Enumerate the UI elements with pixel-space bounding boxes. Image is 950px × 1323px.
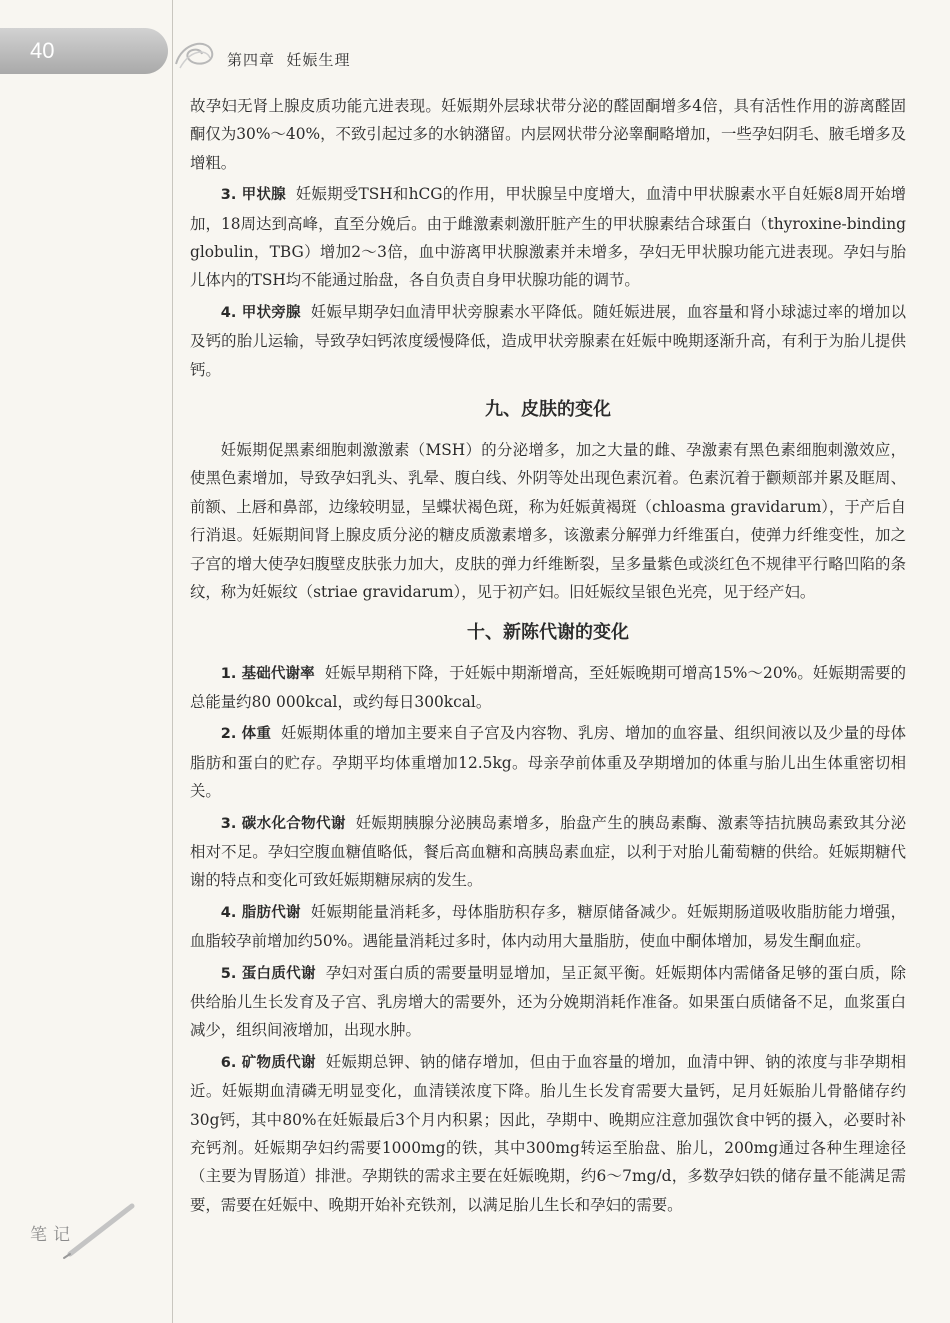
notes-label: 笔记 <box>30 1225 76 1245</box>
paragraph-skin: 妊娠期促黑素细胞刺激激素（MSH）的分泌增多，加之大量的雌、孕激素有黑色素细胞刺激效应，使黑色素增加，导致孕妇乳头、乳晕、腹白线、外阴等处出现色素沉着。色素沉着于颧颊部并累及眶周、前额、上唇和鼻部，边缘较明显，呈蝶状褐色斑，称为妊娠黄褐斑（chloasma gravidarum），于产后自行消退。妊娠期间肾上腺皮质分泌的糖皮质激素增多，该激素分解弹力纤维蛋白，使弹力纤维变性，加之子宫的增大使孕妇腹壁皮肤张力加大，皮肤的弹力纤维断裂，呈多量紫色或淡红色不规律平行略凹陷的条纹，称为妊娠纹（striae gravidarum），见于初产妇。旧妊娠纹呈银色光亮，见于经产妇。 <box>190 441 906 602</box>
protein-heading: 5. 蛋白质代谢 <box>220 965 316 982</box>
paragraph-weight <box>190 719 906 805</box>
bmr-heading: 1. 基础代谢率 <box>220 665 315 682</box>
paragraph-mineral <box>190 1048 906 1219</box>
margin-rule <box>172 0 173 1323</box>
fat-heading: 4. 脂肪代谢 <box>220 904 301 921</box>
parathyroid-text: 妊娠早期孕妇血清甲状旁腺素水平降低。随妊娠进展，血容量和肾小球滤过率的增加以及钙的胎儿运输，导致孕妇钙浓度缓慢降低，造成甲状旁腺素在妊娠中晚期逐渐升高，有利于为胎儿提供钙。 <box>190 302 906 379</box>
page-body <box>190 92 906 1222</box>
mineral-heading: 6. 矿物质代谢 <box>220 1054 316 1071</box>
parathyroid-heading: 4. 甲状旁腺 <box>220 304 301 321</box>
paragraph-carb <box>190 809 906 895</box>
weight-heading: 2. 体重 <box>220 726 272 743</box>
page-number: 40 <box>30 38 55 63</box>
protein-text: 孕妇对蛋白质的需要量明显增加，呈正氮平衡。妊娠期体内需储备足够的蛋白质，除供给胎儿生长发育及子宫、乳房增大的需要外，还为分娩期消耗作准备。如果蛋白质储备不足，血浆蛋白减少，组织间液增加，出现水肿。 <box>190 963 906 1040</box>
paragraph-protein <box>190 959 906 1045</box>
swirl-logo-icon <box>172 34 218 74</box>
paragraph-bmr <box>190 659 906 717</box>
carb-heading: 3. 碳水化合物代谢 <box>220 815 346 832</box>
fat-text: 妊娠期能量消耗多，母体脂肪积存多，糖原储备减少。妊娠期肠道吸收脂肪能力增强，血脂较孕前增加约50%。遇能量消耗过多时，体内动用大量脂肪，使血中酮体增加，易发生酮血症。 <box>190 902 906 951</box>
carb-text: 妊娠期胰腺分泌胰岛素增多，胎盘产生的胰岛素酶、激素等拮抗胰岛素致其分泌相对不足。孕妇空腹血糖值略低，餐后高血糖和高胰岛素血症，以利于对胎儿葡萄糖的供给。妊娠期糖代谢的特点和变化可致妊娠期糖尿病的发生。 <box>190 813 906 890</box>
chapter-title: 第四章 妊娠生理 <box>227 51 351 69</box>
paragraph-parathyroid <box>190 298 906 384</box>
bmr-text: 妊娠早期稍下降，于妊娠中期渐增高，至妊娠晚期可增高15%～20%。妊娠期需要的总能量约80 000kcal，或约每日300kcal。 <box>190 663 906 711</box>
section-heading-metabolism: 十、新陈代谢的变化 <box>467 621 629 643</box>
mineral-text: 妊娠期总钾、钠的储存增加，但由于血容量的增加，血清中钾、钠的浓度与非孕期相近。妊娠期血清磷无明显变化，血清镁浓度下降。胎儿生长发育需要大量钙，足月妊娠胎儿骨骼储存约30g钙，其中80%在妊娠最后3个月内积累；因此，孕期中、晚期应注意加强饮食中钙的摄入，必要时补充钙剂。妊娠期孕妇约需要1000mg的铁，其中300mg转运至胎盘、胎儿，200mg通过各种生理途径（主要为胃肠道）排泄。孕期铁的需求主要在妊娠晚期，约6～7mg/d，多数孕妇铁的储存量不能满足需要，需要在妊娠中、晚期开始补充铁剂，以满足胎儿生长和孕妇的需要。 <box>190 1052 906 1214</box>
paragraph-fat <box>190 898 906 956</box>
weight-text: 妊娠期体重的增加主要来自子宫及内容物、乳房、增加的血容量、组织间液以及少量的母体脂肪和蛋白的贮存。孕期平均体重增加12.5kg。母亲孕前体重及孕期增加的体重与胎儿出生体重密切相关。 <box>190 724 906 801</box>
thyroid-text: 妊娠期受TSH和hCG的作用，甲状腺呈中度增大，血清中甲状腺素水平自妊娠8周开始增加，18周达到高峰，直至分娩后。由于雌激素刺激肝脏产生的甲状腺素结合球蛋白（thyroxine-binding globulin，TBG）增加2～3倍，血中游离甲状腺激素并未增多，孕妇无甲状腺功能亢进表现。孕妇与胎儿体内的TSH均不能通过胎盘，各自负责自身甲状腺功能的调节。 <box>190 185 906 290</box>
paragraph-thyroid <box>190 180 906 295</box>
thyroid-heading: 3. 甲状腺 <box>220 187 286 204</box>
section-heading-skin: 九、皮肤的变化 <box>485 399 611 421</box>
paragraph-adrenal-continued: 故孕妇无肾上腺皮质功能亢进表现。妊娠期外层球状带分泌的醛固酮增多4倍，具有活性作用的游离醛固酮仅为30%～40%，不致引起过多的水钠潴留。内层网状带分泌睾酮略增加，一些孕妇阴毛、腋毛增多及增粗。 <box>190 97 906 172</box>
page-number-tab <box>0 28 168 74</box>
